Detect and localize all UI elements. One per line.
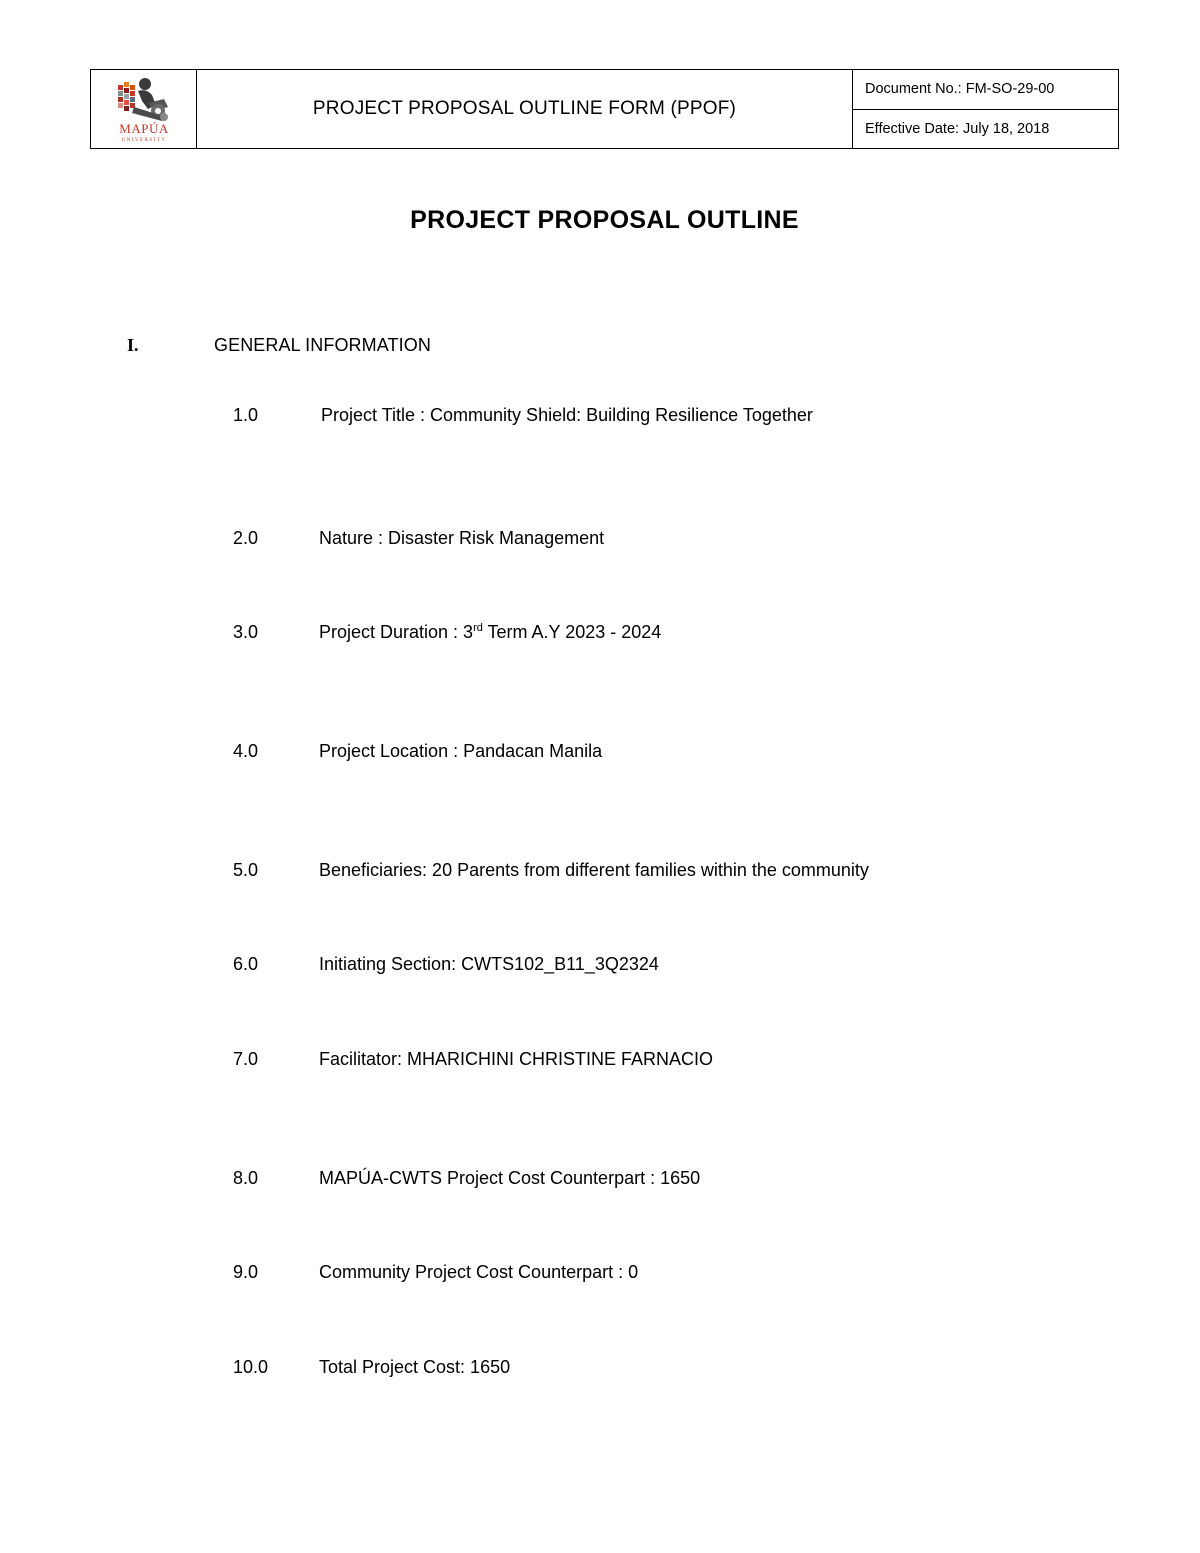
- item-number: 4.0: [233, 741, 259, 761]
- item-number: 2.0: [233, 528, 259, 548]
- section-title: GENERAL INFORMATION: [214, 335, 431, 355]
- item-text: Project Location : Pandacan Manila: [319, 741, 603, 761]
- document-number: Document No.: FM-SO-29-00: [865, 81, 1055, 98]
- item-number: 8.0: [233, 1168, 259, 1188]
- duration-prefix: Project Duration : 3: [319, 622, 474, 642]
- section-number: I.: [127, 335, 139, 355]
- item-text: Total Project Cost: 1650: [319, 1357, 511, 1377]
- item-number: 3.0: [233, 622, 259, 642]
- item-number: 1.0: [233, 405, 259, 425]
- document-info-cell: [853, 70, 1118, 148]
- item-number: 6.0: [233, 954, 259, 974]
- item-text: Beneficiaries: 20 Parents from different families within the community: [319, 860, 869, 880]
- item-text: [319, 622, 661, 643]
- item-text: Nature : Disaster Risk Management: [319, 528, 605, 548]
- effective-date: Effective Date: July 18, 2018: [853, 109, 1118, 149]
- svg-text:UNIVERSITY: UNIVERSITY: [121, 138, 166, 143]
- item-text: MAPÚA-CWTS Project Cost Counterpart : 1650: [319, 1168, 701, 1188]
- mapua-logo-icon: [108, 73, 180, 145]
- logo-cell: [91, 70, 197, 148]
- svg-text:MAPÚA: MAPÚA: [118, 121, 169, 136]
- page-title: PROJECT PROPOSAL OUTLINE: [410, 206, 799, 234]
- item-number: 7.0: [233, 1049, 259, 1069]
- item-number: 10.0: [233, 1357, 269, 1377]
- ordinal-suffix: rd: [473, 622, 483, 634]
- duration-suffix: Term A.Y 2023 - 2024: [482, 622, 662, 642]
- item-text: Initiating Section: CWTS102_B11_3Q2324: [319, 954, 659, 974]
- item-text: Project Title : Community Shield: Building Resilience Together: [321, 405, 813, 425]
- item-text: Community Project Cost Counterpart : 0: [319, 1262, 639, 1282]
- item-number: 5.0: [233, 860, 259, 880]
- item-text: Facilitator: MHARICHINI CHRISTINE FARNACIO: [319, 1049, 714, 1069]
- form-title: PROJECT PROPOSAL OUTLINE FORM (PPOF): [197, 70, 853, 148]
- item-number: 9.0: [233, 1262, 259, 1282]
- form-header-table: [90, 69, 1119, 149]
